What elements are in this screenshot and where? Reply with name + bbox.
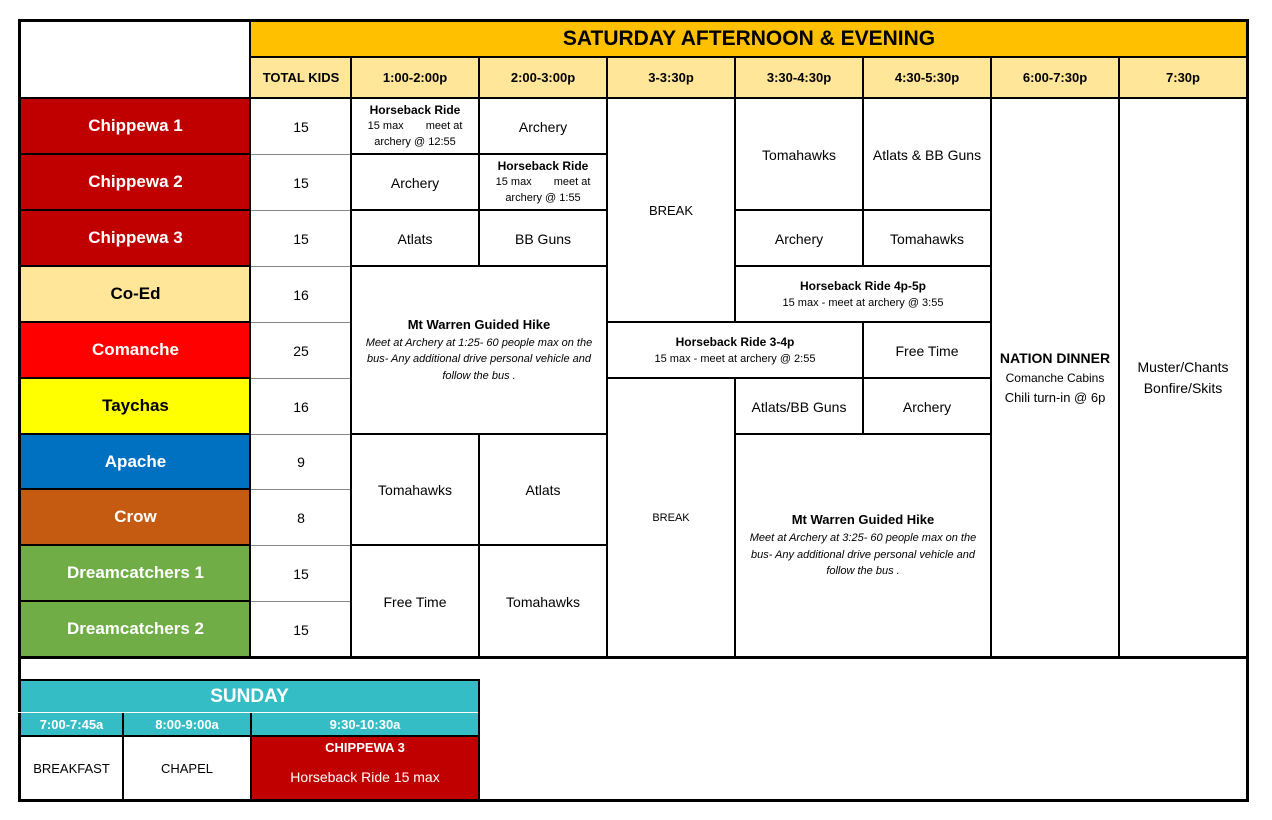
grid-line <box>18 600 251 602</box>
activity-detail: meet at <box>425 120 463 133</box>
activity-detail: archery @ 1:55 <box>505 192 581 205</box>
activity-label: Archery <box>518 118 568 135</box>
activity-label: Atlats/BB Guns <box>751 398 847 415</box>
grid-line <box>990 57 992 658</box>
activity-title: Horseback Ride 4p-5p <box>799 279 927 294</box>
grid-line <box>734 57 736 323</box>
grid-line <box>350 265 608 267</box>
grid-line <box>250 56 1248 58</box>
header-time-6-label: 6:00-7:30p <box>1022 70 1088 85</box>
group-crow <box>21 490 250 544</box>
grid-line <box>1118 57 1120 658</box>
grid-line <box>478 679 480 801</box>
group-name-label: Dreamcatchers 2 <box>66 619 205 638</box>
kids-count <box>252 155 350 210</box>
kids-count-value: 15 <box>293 118 309 135</box>
sunday-activity-label: CHAPEL <box>160 760 214 776</box>
activity-title: Horseback Ride <box>369 102 461 117</box>
activity-detail: Chili turn-in @ 6p <box>1004 389 1106 405</box>
activity-title: Horseback Ride <box>497 158 589 173</box>
activity-label: BREAK <box>648 203 694 218</box>
grid-line <box>18 544 251 546</box>
activity-label: Tomahawks <box>378 482 452 498</box>
header-total-kids-label: TOTAL KIDS <box>262 70 340 85</box>
header-time-7 <box>1119 57 1247 98</box>
break-lower <box>608 379 734 657</box>
activity-label: Atlats <box>397 230 433 247</box>
activity-detail: archery @ 12:55 <box>374 136 456 149</box>
kids-count <box>252 99 350 154</box>
grid-line <box>350 57 352 658</box>
grid-line <box>251 545 351 546</box>
activity-label: Bonfire/Skits <box>1143 380 1223 396</box>
grid-line <box>18 153 251 155</box>
activity-label: Free Time <box>383 593 447 610</box>
activity-hike-1 <box>352 267 606 434</box>
activity-label: Archery <box>774 230 824 247</box>
activity-coed-horseback <box>736 267 990 322</box>
activity-label: Tomahawks <box>762 146 836 163</box>
grid-line <box>18 377 251 379</box>
kids-count <box>252 490 350 545</box>
kids-count-value: 15 <box>293 621 309 638</box>
grid-line <box>251 266 351 267</box>
activity-title: Horseback Ride 3-4p <box>675 335 795 350</box>
sunday-time-label: 9:30-10:30a <box>329 716 401 732</box>
group-name-label: Comanche <box>92 340 179 359</box>
page-title <box>251 21 1247 57</box>
activity-label: BB Guns <box>514 230 572 247</box>
page-title-text: SATURDAY AFTERNOON & EVENING <box>562 27 936 50</box>
grid-line <box>251 378 351 379</box>
header-time-5-label: 4:30-5:30p <box>894 70 960 85</box>
kids-count <box>252 323 350 378</box>
activity-detail: 15 max <box>495 176 532 189</box>
activity-detail: 15 max - meet at archery @ 2:55 <box>654 353 816 366</box>
activity-title: Mt Warren Guided Hike <box>791 512 935 528</box>
kids-count <box>252 211 350 266</box>
activity-chippewa3-archery <box>736 211 862 266</box>
grid-line <box>606 57 608 658</box>
grid-line <box>734 209 992 211</box>
activity-apache-atlats <box>480 435 606 545</box>
activity-chippewa1-archery <box>480 99 606 154</box>
break-upper <box>608 99 734 322</box>
activity-detail: 15 max <box>367 120 404 133</box>
header-time-3 <box>607 57 735 98</box>
group-name-label: Apache <box>104 451 167 471</box>
grid-line <box>478 98 480 267</box>
activity-detail: Meet at Archery at 1:25- 60 people max on the bus- Any additional drive personal vehicle and follow the bus . <box>365 336 593 382</box>
header-time-4-label: 3:30-4:30p <box>766 70 832 85</box>
kids-count <box>252 267 350 322</box>
group-dreamcatchers-1 <box>21 546 250 600</box>
activity-dreamcatchers-tomahawks <box>480 546 606 657</box>
activity-label: Archery <box>390 174 440 191</box>
grid-line <box>251 601 351 602</box>
grid-line <box>18 656 1248 659</box>
grid-line <box>251 489 351 490</box>
activity-tomahawks-1 <box>736 99 862 210</box>
group-name-label: Crow <box>114 507 157 526</box>
outer-border-top <box>18 19 1249 22</box>
grid-line <box>862 57 864 267</box>
group-co-ed <box>21 267 250 321</box>
outer-border-bottom <box>18 799 1249 802</box>
group-name-label: Co-Ed <box>110 284 161 303</box>
group-name-label: Dreamcatchers 1 <box>66 563 205 582</box>
header-time-6 <box>991 57 1119 98</box>
grid-line <box>350 153 608 155</box>
grid-line <box>18 265 251 267</box>
activity-detail: 15 max - meet at archery @ 3:55 <box>782 297 944 310</box>
grid-line <box>862 321 992 323</box>
group-name-label: Taychas <box>102 396 169 415</box>
header-time-4 <box>735 57 863 98</box>
activity-detail-row <box>496 175 591 191</box>
sunday-chippewa3-horseback <box>252 737 478 799</box>
header-time-3-label: 3-3:30p <box>648 70 694 85</box>
grid-line <box>18 97 1248 99</box>
activity-label: Atlats & BB Guns <box>872 146 982 163</box>
activity-apache-tomahawks <box>352 435 478 545</box>
header-time-2-label: 2:00-3:00p <box>510 70 576 85</box>
activity-chippewa2-archery <box>352 155 478 210</box>
grid-line <box>249 19 251 658</box>
sunday-time-label: 8:00-9:00a <box>155 716 219 732</box>
group-name-label: Chippewa 3 <box>88 228 183 247</box>
group-chippewa-2 <box>21 155 250 209</box>
group-dreamcatchers-2 <box>21 602 250 656</box>
group-taychas <box>21 379 250 433</box>
activity-comanche-horseback <box>608 323 862 378</box>
group-chippewa-3 <box>21 211 250 265</box>
activity-label: Muster/Chants <box>1137 359 1229 375</box>
outer-border-right <box>1246 19 1249 802</box>
sunday-time-2 <box>124 713 250 735</box>
activity-dreamcatchers-freetime <box>352 546 478 657</box>
grid-line <box>734 433 992 435</box>
group-name-label: Chippewa 2 <box>88 172 183 191</box>
activity-chippewa3-atlats <box>352 211 478 266</box>
kids-count-value: 9 <box>297 454 305 470</box>
activity-label: Atlats <box>525 482 561 498</box>
grid-line <box>734 378 736 658</box>
sunday-activity-label: Horseback Ride 15 max <box>290 769 440 785</box>
grid-line <box>18 321 251 323</box>
header-time-5 <box>863 57 991 98</box>
grid-line <box>18 712 480 713</box>
kids-count-value: 15 <box>293 565 309 582</box>
activity-comanche-freetime <box>864 323 990 378</box>
grid-line <box>122 713 124 801</box>
activity-chippewa2-horseback <box>480 155 606 210</box>
kids-count-value: 15 <box>293 174 309 191</box>
kids-count <box>252 546 350 601</box>
grid-line <box>606 321 864 323</box>
grid-line <box>478 57 480 99</box>
sunday-time-label: 7:00-7:45a <box>39 716 104 732</box>
group-apache <box>21 435 250 488</box>
kids-count-value: 25 <box>293 342 309 359</box>
activity-label: BREAK <box>652 512 690 524</box>
header-time-1-label: 1:00-2:00p <box>382 70 448 85</box>
activity-taychas-archery <box>864 379 990 434</box>
grid-line <box>251 154 351 155</box>
activity-chippewa1-horseback <box>352 99 478 154</box>
grid-line <box>478 434 480 658</box>
activity-detail-row <box>368 119 463 135</box>
kids-count-value: 15 <box>293 230 309 247</box>
activity-label: Archery <box>902 398 952 415</box>
muster-bonfire <box>1120 99 1246 657</box>
kids-count-value: 16 <box>293 398 309 415</box>
grid-line <box>251 210 351 211</box>
grid-line <box>251 434 351 435</box>
nation-dinner <box>992 99 1118 657</box>
sunday-title <box>21 681 478 712</box>
grid-line <box>350 544 608 546</box>
activity-detail: Comanche Cabins <box>1005 370 1105 385</box>
grid-line <box>606 377 992 379</box>
kids-count-value: 16 <box>293 286 309 303</box>
header-total-kids <box>251 57 351 98</box>
outer-border-left <box>18 19 21 802</box>
grid-line <box>18 679 480 681</box>
activity-label: Tomahawks <box>506 593 580 610</box>
grid-line <box>350 209 608 211</box>
group-comanche <box>21 323 250 377</box>
grid-line <box>250 713 252 801</box>
activity-title: Mt Warren Guided Hike <box>407 316 551 332</box>
kids-count <box>252 435 350 489</box>
activity-title: NATION DINNER <box>999 349 1111 366</box>
kids-count <box>252 602 350 657</box>
activity-label: Free Time <box>895 342 959 359</box>
activity-hike-2 <box>736 435 990 657</box>
sunday-chapel <box>124 737 250 799</box>
header-time-7-label: 7:30p <box>1166 70 1200 85</box>
grid-line <box>18 488 251 490</box>
activity-taychas-atlats-bbguns <box>736 379 862 434</box>
header-time-2 <box>479 57 607 98</box>
kids-count <box>252 379 350 434</box>
sunday-title-text: SUNDAY <box>210 685 289 707</box>
activity-detail: Meet at Archery at 3:25- 60 people max on the bus- Any additional drive personal vehicle and follow the bus . <box>749 532 977 578</box>
grid-line <box>251 322 351 323</box>
activity-label: Tomahawks <box>890 230 964 247</box>
sunday-activity-label: BREAKFAST <box>33 760 110 776</box>
activity-detail: meet at <box>553 176 591 189</box>
grid-line <box>18 209 251 211</box>
grid-line <box>18 735 480 737</box>
activity-chippewa3-bbguns <box>480 211 606 266</box>
activity-chippewa3-tomahawks <box>864 211 990 266</box>
grid-line <box>734 265 992 267</box>
activity-atlats-bbguns-1 <box>864 99 990 210</box>
header-time-1 <box>351 57 479 98</box>
group-name-label: Chippewa 1 <box>88 116 183 135</box>
kids-count-value: 8 <box>297 509 305 526</box>
sunday-time-3 <box>252 713 478 735</box>
sunday-breakfast <box>21 737 122 799</box>
group-chippewa-1 <box>21 99 250 153</box>
sunday-time-1 <box>21 713 122 735</box>
grid-line <box>18 433 251 435</box>
sunday-activity-title: CHIPPEWA 3 <box>325 740 405 755</box>
grid-line <box>350 433 608 435</box>
